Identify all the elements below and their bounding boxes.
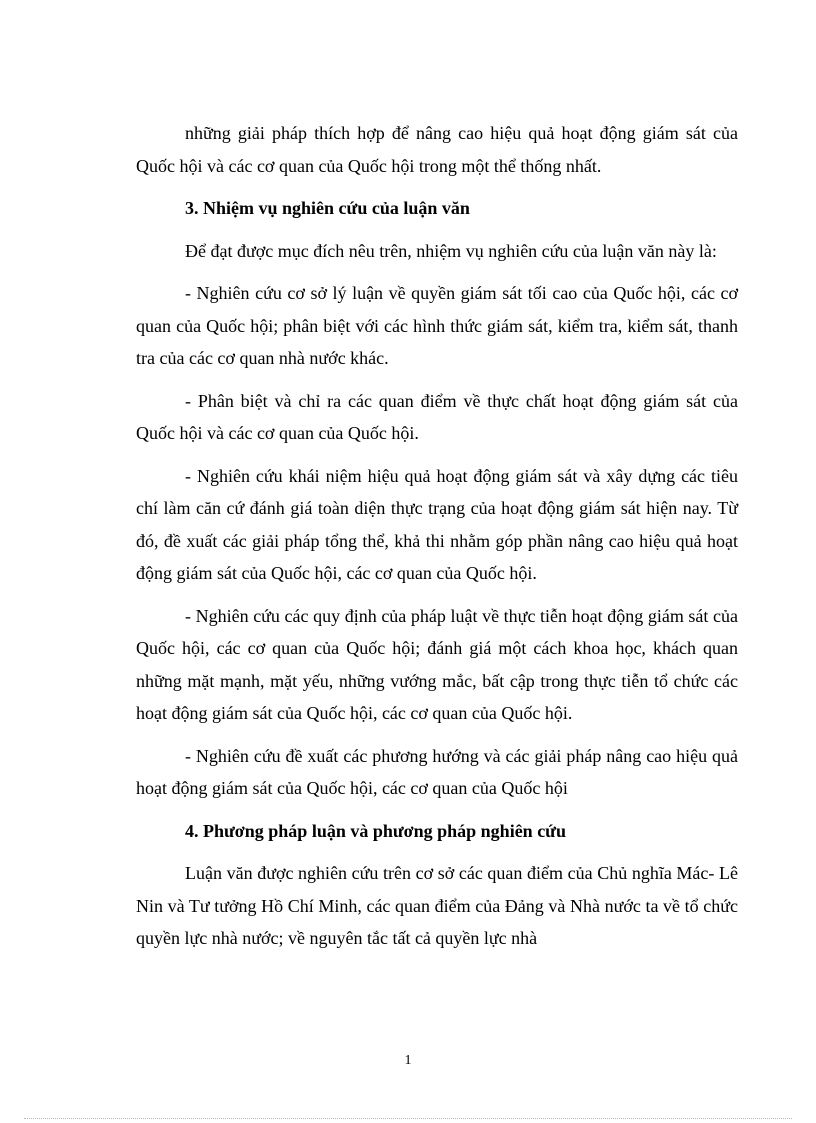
paragraph-continued: những giải pháp thích hợp để nâng cao hiệu quả hoạt động giám sát của Quốc hội và các cơ quan của Quốc hội trong một thể thống nhất. [136,123,738,176]
list-item-2: - Phân biệt và chỉ ra các quan điểm về thực chất hoạt động giám sát của Quốc hội và các cơ quan của Quốc hội. [136,390,738,443]
list-item-1: - Nghiên cứu cơ sở lý luận về quyền giám sát tối cao của Quốc hội, các cơ quan của Quốc hội; phân biệt với các hình thức giám sát, kiểm tra, kiểm sát, thanh tra của các cơ quan nhà nước khác. [136,283,738,368]
list-item-3: - Nghiên cứu khái niệm hiệu quả hoạt động giám sát và xây dựng các tiêu chí làm căn cứ đánh giá toàn diện thực trạng của hoạt động giám sát hiện nay. Từ đó, đề xuất các giải pháp tổng thể, khả thi nhằm góp phần nâng cao hiệu quả hoạt động giám sát của Quốc hội, các cơ quan của Quốc hội. [136,465,738,583]
page-break-divider [24,1118,792,1119]
section-heading-4: 4. Phương pháp luận và phương pháp nghiên cứu [185,820,566,841]
section-heading-3: 3. Nhiệm vụ nghiên cứu của luận văn [185,198,470,218]
list-item-5: - Nghiên cứu đề xuất các phương hướng và các giải pháp nâng cao hiệu quả hoạt động giám sát của Quốc hội, các cơ quan của Quốc hội [136,745,738,798]
list-item-4: - Nghiên cứu các quy định của pháp luật về thực tiễn hoạt động giám sát của Quốc hội, các cơ quan của Quốc hội; đánh giá một cách khoa học, khách quan những mặt mạnh, mặt yếu, những vướng mắc, bất cập trong thực tiễn tổ chức các hoạt động giám sát của Quốc hội, các cơ quan của Quốc hội. [136,605,738,723]
paragraph-intro: Để đạt được mục đích nêu trên, nhiệm vụ nghiên cứu của luận văn này là: [185,240,717,261]
page-body [136,117,738,965]
page-number: 1 [404,1053,412,1068]
paragraph-methodology: Luận văn được nghiên cứu trên cơ sở các quan điểm của Chủ nghĩa Mác- Lê Nin và Tư tưởng Hồ Chí Minh, các quan điểm của Đảng và Nhà nước ta về tổ chức quyền lực nhà nước; về nguyên tắc tất cả quyền lực nhà [136,863,738,948]
